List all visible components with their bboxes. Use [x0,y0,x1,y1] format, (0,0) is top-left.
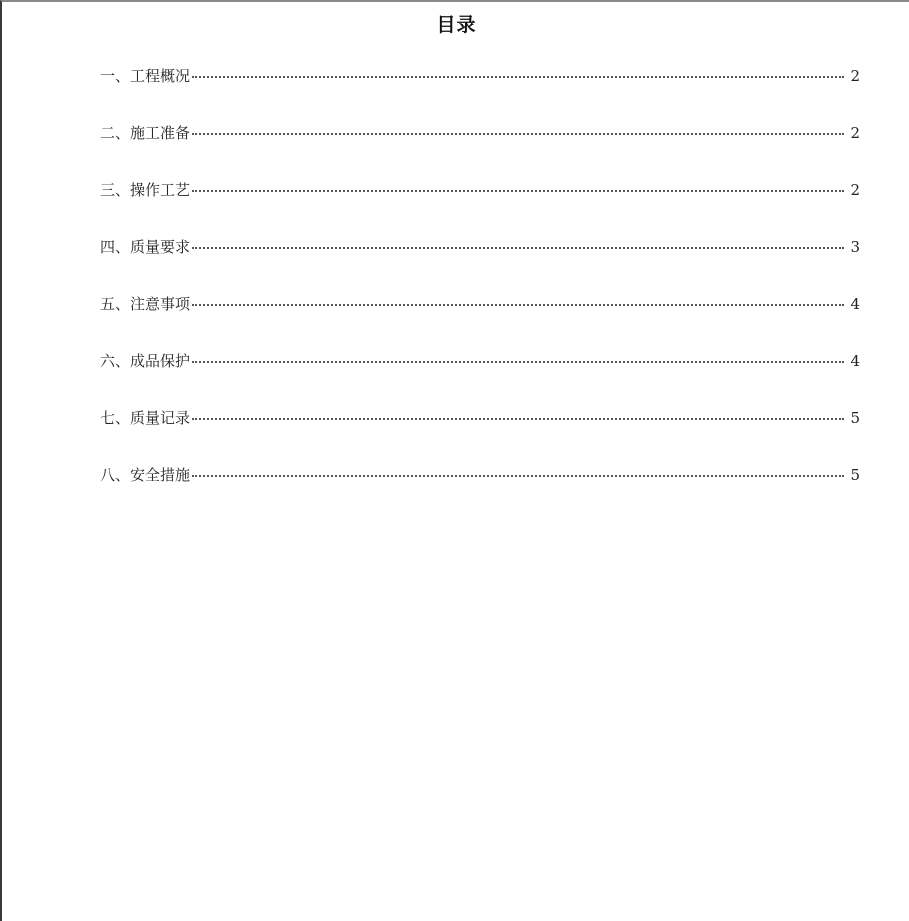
toc-entry-label: 七、质量记录 [100,409,191,427]
toc-title: 目录 [436,14,477,36]
toc-entry-label: 四、质量要求 [100,238,191,256]
toc-entry[interactable] [100,65,860,122]
toc-entry[interactable] [100,464,860,521]
toc-entry-page: 2 [850,67,860,85]
toc-entry[interactable] [100,407,860,464]
toc-entry-label: 二、施工准备 [100,124,191,142]
toc-entry[interactable] [100,350,860,407]
toc-dot-leader [192,190,844,192]
toc-entry[interactable] [100,179,860,236]
toc-entry-label: 六、成品保护 [100,352,191,370]
toc-entry-label: 三、操作工艺 [100,181,191,199]
toc-entry[interactable] [100,236,860,293]
toc-dot-leader [192,361,844,363]
toc-dot-leader [192,475,844,477]
toc-entry[interactable] [100,122,860,179]
toc-dot-leader [192,133,844,135]
toc-entry-label: 八、安全措施 [100,466,191,484]
toc-dot-leader [192,304,844,306]
table-of-contents [100,65,860,521]
toc-entry-page: 4 [850,352,860,370]
toc-entry-page: 2 [850,124,860,142]
toc-entry-page: 2 [850,181,860,199]
toc-dot-leader [192,247,844,249]
toc-entry-page: 5 [850,466,860,484]
toc-dot-leader [192,418,844,420]
toc-entry-page: 5 [850,409,860,427]
toc-entry-page: 3 [850,238,860,256]
toc-entry-label: 一、工程概况 [100,67,191,85]
toc-entry-label: 五、注意事项 [100,295,191,313]
toc-dot-leader [192,76,844,78]
toc-entry[interactable] [100,293,860,350]
toc-entry-page: 4 [850,295,860,313]
